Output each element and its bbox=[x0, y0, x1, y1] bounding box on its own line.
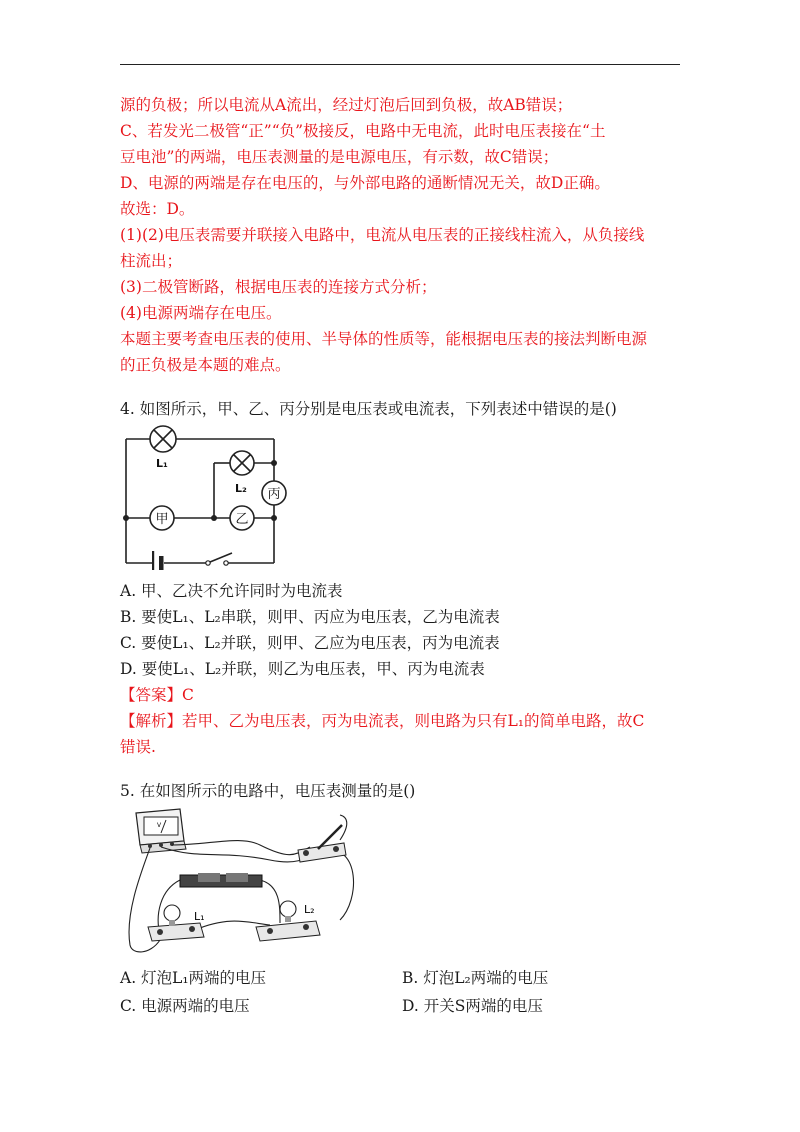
lamp-l1-label: L₁ bbox=[156, 457, 168, 470]
q4-analysis-line-2: 错误. bbox=[120, 738, 156, 756]
lamp-l2-label: L₂ bbox=[235, 482, 247, 495]
explanation-line-11: 的正负极是本题的难点。 bbox=[120, 356, 291, 374]
lamp-l1-label: L₁ bbox=[194, 910, 205, 923]
q4-answer: 【答案】C bbox=[120, 686, 194, 704]
explanation-line-2: C、若发光二极管“正”“负”极接反，电路中无电流，此时电压表接在“土 bbox=[120, 122, 606, 140]
meter-bing-label: 丙 bbox=[267, 487, 281, 502]
meter-yi-label: 乙 bbox=[235, 512, 249, 527]
q5-stem: 5. 在如图所示的电路中，电压表测量的是() bbox=[120, 782, 416, 800]
q4-option-b: B. 要使L₁、L₂串联，则甲、丙应为电压表，乙为电流表 bbox=[120, 608, 500, 626]
header-rule bbox=[120, 64, 680, 65]
explanation-line-1: 源的负极；所以电流从A流出，经过灯泡后回到负极，故AB错误； bbox=[120, 96, 573, 114]
explanation-line-9: (4)电源两端存在电压。 bbox=[120, 304, 282, 322]
battery-icon bbox=[180, 873, 262, 887]
switch-icon bbox=[298, 825, 346, 862]
q5-option-b: B. 灯泡L₂两端的电压 bbox=[402, 969, 549, 987]
explanation-line-6: (1)(2)电压表需要并联接入电路中，电流从电压表的正接线柱流入，从负接线 bbox=[120, 226, 645, 244]
q4-stem: 4. 如图所示，甲、乙、丙分别是电压表或电流表，下列表述中错误的是() bbox=[120, 400, 617, 418]
explanation-line-7: 柱流出； bbox=[120, 252, 183, 270]
svg-text:V: V bbox=[157, 822, 162, 829]
explanation-line-10: 本题主要考查电压表的使用、半导体的性质等，能根据电压表的接法判断电源 bbox=[120, 330, 648, 348]
q4-circuit-diagram bbox=[120, 425, 310, 570]
lamp-l1-icon bbox=[148, 905, 205, 941]
q4-option-d: D. 要使L₁、L₂并联，则乙为电压表，甲、丙为电流表 bbox=[120, 660, 485, 678]
explanation-line-5: 故选：D。 bbox=[120, 200, 195, 218]
q5-option-a: A. 灯泡L₁两端的电压 bbox=[120, 969, 267, 987]
lamp-l2-label: L₂ bbox=[304, 903, 315, 916]
lamp-l2-icon bbox=[256, 901, 320, 941]
q5-option-c: C. 电源两端的电压 bbox=[120, 997, 250, 1015]
explanation-line-8: (3)二极管断路，根据电压表的连接方式分析； bbox=[120, 278, 437, 296]
explanation-line-3: 豆电池”的两端，电压表测量的是电源电压，有示数，故C错误； bbox=[120, 148, 559, 166]
q4-option-a: A. 甲、乙决不允许同时为电流表 bbox=[120, 582, 343, 600]
explanation-line-4: D、电源的两端是存在电压的，与外部电路的通断情况无关，故D正确。 bbox=[120, 174, 610, 192]
lamp-l2-icon bbox=[230, 451, 254, 475]
q4-analysis-line-1: 【解析】若甲、乙为电压表，丙为电流表，则电路为只有L₁的简单电路，故C bbox=[120, 712, 645, 730]
q4-option-c: C. 要使L₁、L₂并联，则甲、乙应为电压表，丙为电流表 bbox=[120, 634, 500, 652]
q5-option-d: D. 开关S两端的电压 bbox=[402, 997, 543, 1015]
voltmeter-icon bbox=[136, 809, 186, 853]
lamp-l1-icon bbox=[150, 426, 176, 452]
q5-circuit-picture bbox=[120, 805, 370, 960]
meter-jia-label: 甲 bbox=[155, 512, 169, 527]
